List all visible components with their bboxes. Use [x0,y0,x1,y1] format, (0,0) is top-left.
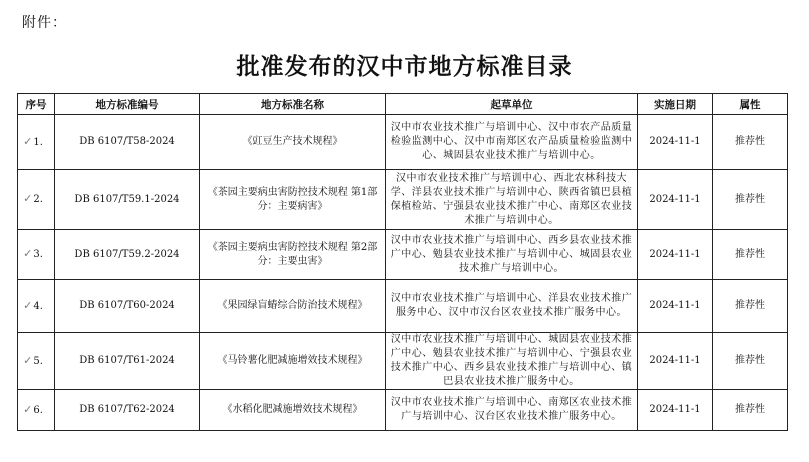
standard-name: 《豇豆生产技术规程》 [200,115,386,170]
standard-attribute: 推荐性 [713,280,788,333]
standard-name: 《水稻化肥减施增效技术规程》 [200,390,386,431]
col-header-date: 实施日期 [638,94,713,115]
standard-attribute: 推荐性 [713,115,788,170]
table-row [18,333,788,390]
standard-attribute: 推荐性 [713,170,788,230]
standard-code: DB 6107/T59.2-2024 [55,230,200,280]
row-number: 2. [33,194,43,205]
drafting-units: 汉中市农业技术推广与培训中心、南郑区农业技术推广与培训中心、汉台区农业技术推广服务中心。 [386,390,638,431]
standard-name: 《马铃薯化肥减施增效技术规程》 [200,333,386,390]
implementation-date: 2024-11-1 [638,230,713,280]
row-number: 3. [33,249,43,260]
drafting-units: 汉中市农业技术推广与培训中心、城固县农业技术推广中心、勉县农业技术推广与培训中心、宁强县农业技术推广中心、西乡县农业技术推广与培训中心、镇巴县农业技术推广服务中心。 [386,333,638,390]
implementation-date: 2024-11-1 [638,333,713,390]
row-number: 6. [33,404,43,416]
standard-code: DB 6107/T61-2024 [55,333,200,390]
row-number-cell [18,333,55,390]
row-number-cell [18,230,55,280]
check-mark-icon: ✓ [23,247,33,260]
row-number-cell [18,115,55,170]
col-header-no: 序号 [18,94,55,115]
implementation-date: 2024-11-1 [638,115,713,170]
standard-code: DB 6107/T59.1-2024 [55,170,200,230]
col-header-code: 地方标准编号 [55,94,200,115]
row-number: 4. [33,300,43,312]
standard-code: DB 6107/T60-2024 [55,280,200,333]
implementation-date: 2024-11-1 [638,170,713,230]
page-title: 批准发布的汉中市地方标准目录 [236,54,573,80]
table-row [18,115,788,170]
standard-code: DB 6107/T58-2024 [55,115,200,170]
standard-code: DB 6107/T62-2024 [55,390,200,431]
standards-table [17,93,788,431]
table-header-row [18,94,788,115]
standard-attribute: 推荐性 [713,230,788,280]
table-row [18,280,788,333]
standard-attribute: 推荐性 [713,333,788,390]
check-mark-icon: ✓ [23,134,33,148]
row-number-cell [18,170,55,230]
drafting-units: 汉中市农业技术推广与培训中心、汉中市农产品质量检验监测中心、汉中市南郑区农产品质量检验监测中心、城固县农业技术推广与培训中心。 [386,115,638,170]
table-row [18,390,788,431]
standard-name: 《果园绿盲蝽综合防治技术规程》 [200,280,386,333]
implementation-date: 2024-11-1 [638,390,713,431]
implementation-date: 2024-11-1 [638,280,713,333]
drafting-units: 汉中市农业技术推广与培训中心、西北农林科技大学、洋县农业技术推广与培训中心、陕西省镇巴县植保植检站、宁强县农业技术推广中心、南郑区农业技术推广与培训中心。 [386,170,638,230]
check-mark-icon: ✓ [23,298,33,312]
drafting-units: 汉中市农业技术推广与培训中心、洋县农业技术推广服务中心、汉中市汉台区农业技术推广服务中心。 [386,280,638,333]
col-header-org: 起草单位 [386,94,638,115]
check-mark-icon: ✓ [23,353,33,367]
row-number: 5. [33,355,43,367]
standard-name: 《茶园主要病虫害防控技术规程 第1部分：主要病害》 [200,170,386,230]
check-mark-icon: ✓ [23,192,33,205]
row-number-cell [18,280,55,333]
attachment-label: 附件： [22,15,67,31]
table-row [18,170,788,230]
check-mark-icon: ✓ [23,402,33,416]
drafting-units: 汉中市农业技术推广与培训中心、西乡县农业技术推广中心、勉县农业技术推广与培训中心、城固县农业技术推广与培训中心。 [386,230,638,280]
standard-attribute: 推荐性 [713,390,788,431]
row-number: 1. [33,136,43,148]
table-row [18,230,788,280]
col-header-attr: 属性 [713,94,788,115]
col-header-name: 地方标准名称 [200,94,386,115]
standard-name: 《茶园主要病虫害防控技术规程 第2部分：主要虫害》 [200,230,386,280]
row-number-cell [18,390,55,431]
